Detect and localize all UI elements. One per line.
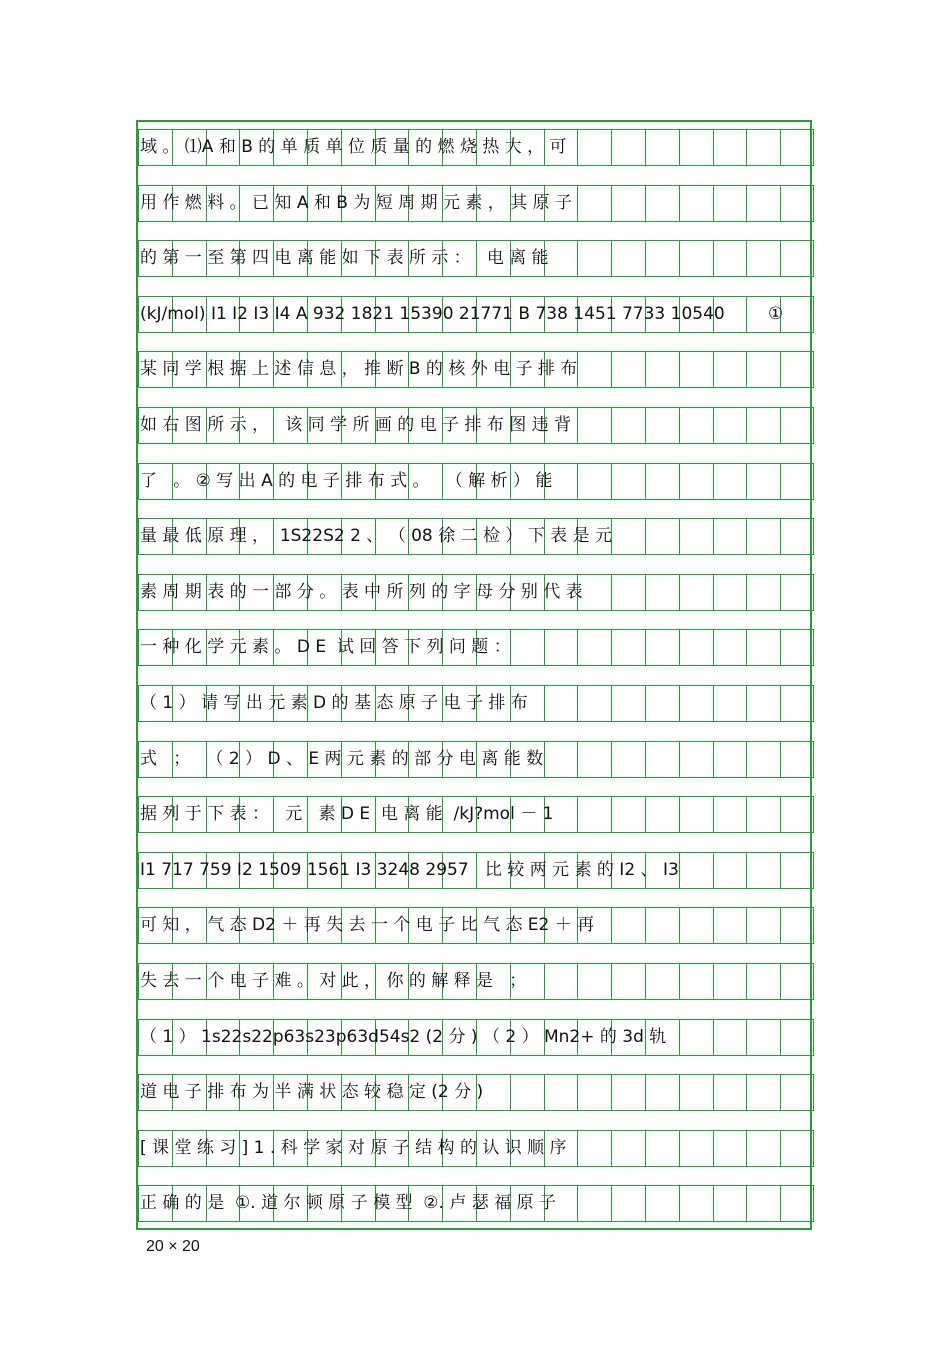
grid-cell	[645, 518, 679, 555]
grid-cell	[611, 796, 645, 833]
grid-cell	[611, 907, 645, 944]
grid-cell	[679, 1074, 713, 1111]
grid-cell	[679, 240, 713, 277]
grid-row	[138, 463, 810, 500]
grid-cell	[577, 407, 611, 444]
row-text: 一 种 化 学 元 素 。 D E 试 回 答 下 列 问 题 ：	[140, 637, 511, 658]
grid-cell	[611, 407, 645, 444]
grid-cell	[780, 1130, 814, 1167]
grid-cell	[679, 574, 713, 611]
row-text: 道 电 子 排 布 为 半 满 状 态 较 稳 定 (2 分 )	[140, 1082, 484, 1103]
grid-cell	[780, 1019, 814, 1056]
grid-cell	[679, 629, 713, 666]
grid-cell	[611, 1185, 645, 1222]
grid-cell	[679, 407, 713, 444]
grid-cell	[780, 574, 814, 611]
grid-cell	[746, 240, 780, 277]
row-text: 据 列 于 下 表 ： 元 素 D E 电 离 能 /kJ?mol － 1	[140, 804, 554, 825]
grid-cell	[679, 1130, 713, 1167]
grid-cell	[713, 185, 747, 222]
grid-cell	[645, 629, 679, 666]
grid-row	[138, 574, 810, 611]
row-text: 可 知 ， 气 态 D2 ＋ 再 失 去 一 个 电 子 比 气 态 E2 ＋ 再	[140, 915, 595, 936]
grid-cell	[544, 1074, 578, 1111]
grid-cell	[645, 796, 679, 833]
grid-cell	[645, 741, 679, 778]
grid-cell	[645, 963, 679, 1000]
grid-cell	[577, 129, 611, 166]
row-text: 量 最 低 原 理 ， 1S22S2 2 、 （ 08 徐 二 检 ） 下 表 是 元	[140, 526, 612, 547]
grid-cell	[611, 463, 645, 500]
grid-cell	[746, 463, 780, 500]
grid-cell	[611, 185, 645, 222]
grid-cell	[780, 351, 814, 388]
row-text: 某 同 学 根 据 上 述 信 息 ， 推 断 B 的 核 外 电 子 排 布	[140, 359, 578, 380]
grid-cell	[679, 463, 713, 500]
row-text: 式 ； （ 2 ） D 、 E 两 元 素 的 部 分 电 离 能 数	[140, 748, 544, 769]
grid-cell	[713, 1185, 747, 1222]
grid-row	[138, 351, 810, 388]
grid-cell	[611, 518, 645, 555]
grid-cell	[713, 852, 747, 889]
grid-cell	[679, 1185, 713, 1222]
grid-cell	[645, 185, 679, 222]
grid-cell	[679, 852, 713, 889]
grid-cell	[780, 1185, 814, 1222]
grid-cell	[577, 685, 611, 722]
grid-cell	[746, 907, 780, 944]
grid-cell	[713, 574, 747, 611]
grid-cell	[577, 796, 611, 833]
grid-row	[138, 1074, 810, 1111]
grid-cell	[679, 907, 713, 944]
grid-cell	[577, 463, 611, 500]
grid-cell	[577, 351, 611, 388]
grid-cell	[544, 685, 578, 722]
grid-cell	[780, 407, 814, 444]
grid-cell	[577, 1185, 611, 1222]
grid-cell	[780, 629, 814, 666]
grid-row	[138, 185, 810, 222]
grid-row	[138, 129, 810, 166]
grid-cell	[713, 907, 747, 944]
grid-cell	[645, 240, 679, 277]
grid-cell	[544, 963, 578, 1000]
grid-cell	[713, 1130, 747, 1167]
manuscript-grid	[136, 120, 812, 1230]
grid-cell	[746, 963, 780, 1000]
grid-cell	[577, 185, 611, 222]
grid-cell	[746, 852, 780, 889]
grid-cell	[577, 240, 611, 277]
grid-cell	[611, 963, 645, 1000]
grid-cell	[577, 963, 611, 1000]
grid-cell	[544, 240, 578, 277]
grid-cell	[611, 574, 645, 611]
row-text: （ 1 ） 请 写 出 元 素 D 的 基 态 原 子 电 子 排 布	[140, 693, 528, 713]
grid-cell	[746, 796, 780, 833]
grid-cell	[746, 741, 780, 778]
row-text: 域 。 ⑴A 和 B 的 单 质 单 位 质 量 的 燃 烧 热 大 ， 可	[140, 137, 567, 157]
grid-cell	[713, 1074, 747, 1111]
grid-cell	[544, 741, 578, 778]
grid-cell	[780, 741, 814, 778]
grid-cell	[510, 629, 544, 666]
grid-cell	[645, 1074, 679, 1111]
row-text: 如 右 图 所 示 ， 该 同 学 所 画 的 电 子 排 布 图 违 背	[140, 415, 572, 435]
grid-cell	[611, 1130, 645, 1167]
grid-cell	[611, 351, 645, 388]
grid-cell	[544, 629, 578, 666]
row-text: 的 第 一 至 第 四 电 离 能 如 下 表 所 示 ： 电 离 能	[140, 248, 549, 269]
grid-cell	[780, 685, 814, 722]
grid-cell	[645, 407, 679, 444]
grid-cell	[611, 741, 645, 778]
grid-cell	[780, 907, 814, 944]
grid-cell	[780, 296, 814, 333]
grid-cell	[780, 185, 814, 222]
grid-row	[138, 629, 810, 666]
grid-cell	[713, 685, 747, 722]
grid-cell	[780, 796, 814, 833]
grid-cell	[645, 574, 679, 611]
grid-cell	[746, 1185, 780, 1222]
row-text: （ 1 ） 1s22s22p63s23p63d54s2 (2 分 ) （ 2 ） Mn2+ 的 3d 轨	[140, 1026, 667, 1047]
grid-cell	[645, 685, 679, 722]
grid-cell	[780, 852, 814, 889]
grid-cell	[713, 518, 747, 555]
grid-cell	[611, 629, 645, 666]
grid-cell	[713, 463, 747, 500]
row-text: 正 确 的 是 ①. 道 尔 顿 原 子 模 型 ②. 卢 瑟 福 原 子	[140, 1193, 556, 1214]
grid-cell	[746, 407, 780, 444]
grid-cell	[713, 629, 747, 666]
grid-cell	[713, 963, 747, 1000]
grid-cell	[780, 463, 814, 500]
grid-cell	[780, 518, 814, 555]
row-text: 失 去 一 个 电 子 难 。 对 此 ， 你 的 解 释 是 ；	[140, 971, 527, 991]
grid-row	[138, 407, 810, 444]
row-text: [ 课 堂 练 习 ] 1 . 科 学 家 对 原 子 结 构 的 认 识 顺 序	[140, 1137, 567, 1158]
grid-cell	[611, 129, 645, 166]
grid-cell	[713, 407, 747, 444]
grid-cell	[780, 129, 814, 166]
grid-cell	[577, 741, 611, 778]
grid-cell	[746, 574, 780, 611]
grid-row	[138, 240, 810, 277]
grid-cell	[746, 351, 780, 388]
grid-cell	[645, 1185, 679, 1222]
grid-row	[138, 741, 810, 778]
grid-cell	[645, 351, 679, 388]
grid-cell	[713, 129, 747, 166]
grid-cell	[611, 240, 645, 277]
grid-cell	[679, 518, 713, 555]
grid-row	[138, 685, 810, 722]
grid-row	[138, 1130, 810, 1167]
row-text: 素 周 期 表 的 一 部 分 。 表 中 所 列 的 字 母 分 别 代 表	[140, 581, 583, 602]
grid-cell	[679, 963, 713, 1000]
grid-cell	[780, 240, 814, 277]
grid-size-label: 20 × 20	[146, 1238, 200, 1255]
grid-row	[138, 963, 810, 1000]
grid-cell	[510, 1074, 544, 1111]
grid-cell	[713, 741, 747, 778]
grid-row	[138, 796, 810, 833]
grid-cell	[746, 1019, 780, 1056]
row-text: 了 。 ② 写 出 A 的 电 子 排 布 式 。 （ 解 析 ） 能	[140, 470, 553, 491]
grid-cell	[679, 685, 713, 722]
grid-cell	[577, 629, 611, 666]
grid-cell	[713, 796, 747, 833]
row-text: I1 717 759 I2 1509 1561 I3 3248 2957 比 较 两 元 素 的 I2 、 I3	[140, 859, 679, 880]
grid-cell	[645, 907, 679, 944]
grid-cell	[746, 185, 780, 222]
grid-row	[138, 1019, 810, 1056]
row-text: (kJ/mol) I1 I2 I3 I4 A 932 1821 15390 21771 B 738 1451 7733 10540 ①	[140, 303, 784, 324]
grid-cell	[645, 463, 679, 500]
grid-cell	[713, 240, 747, 277]
grid-cell	[679, 741, 713, 778]
grid-cell	[645, 1130, 679, 1167]
grid-cell	[577, 1074, 611, 1111]
grid-cell	[746, 1074, 780, 1111]
grid-cell	[746, 685, 780, 722]
grid-cell	[780, 1074, 814, 1111]
grid-cell	[746, 1130, 780, 1167]
grid-cell	[679, 351, 713, 388]
grid-cell	[679, 185, 713, 222]
grid-cell	[577, 1130, 611, 1167]
grid-row	[138, 296, 810, 333]
grid-row	[138, 907, 810, 944]
grid-cell	[746, 129, 780, 166]
grid-cell	[713, 351, 747, 388]
grid-cell	[679, 1019, 713, 1056]
grid-row	[138, 852, 810, 889]
row-text: 用 作 燃 料 。 已 知 A 和 B 为 短 周 期 元 素 ， 其 原 子	[140, 192, 572, 213]
grid-cell	[611, 685, 645, 722]
grid-cell	[746, 518, 780, 555]
grid-cell	[645, 129, 679, 166]
grid-cell	[746, 629, 780, 666]
grid-cell	[611, 1074, 645, 1111]
grid-cell	[780, 963, 814, 1000]
grid-row	[138, 518, 810, 555]
grid-row	[138, 1185, 810, 1222]
grid-cell	[679, 129, 713, 166]
grid-cell	[679, 796, 713, 833]
grid-cell	[713, 1019, 747, 1056]
